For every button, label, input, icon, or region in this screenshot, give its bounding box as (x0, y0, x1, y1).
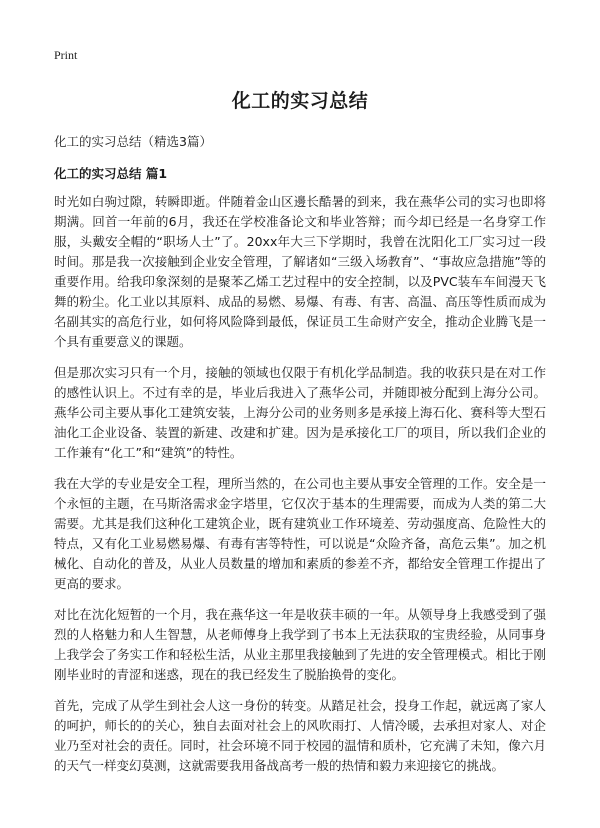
paragraph-2: 但是那次实习只有一个月，接触的领域也仅限于有机化学品制造。我的收获只是在对工作的感性认识上。不过有幸的是，毕业后我进入了燕华公司，并随即被分配到上海分公司。燕华公司主要从事化工建筑安装，上海分公司的业务则多是承接上海石化、赛科等大型石油化工企业设备、装置的新建、改建和扩建。因为是承接化工厂的项目，所以我们企业的工作兼有“化工”和“建筑”的特性。 (54, 365, 546, 460)
document-subtitle: 化工的实习总结（精选3篇） (54, 134, 212, 149)
section-heading: 化工的实习总结 篇1 (54, 166, 168, 181)
paragraph-4: 对比在沈化短暂的一个月，我在燕华这一年是收获丰硕的一年。从领导身上我感受到了强烈的人格魅力和人生智慧，从老师傅身上我学到了书本上无法获取的宝贵经验，从同事身上我学会了务实工作和轻松生活，从业主那里我接触到了先进的安全管理模式。相比于刚刚毕业时的青涩和迷惑，现在的我已经发生了脱胎换骨的变化。 (54, 607, 546, 682)
print-link[interactable]: Print (54, 48, 78, 62)
document-title: 化工的实习总结 (231, 90, 369, 112)
paragraph-1: 时光如白驹过隙，转瞬即逝。伴随着金山区邊长酷暑的到来，我在燕华公司的实习也即将期满。回首一年前的6月，我还在学校准备论文和毕业答辩；而今却已经是一名身穿工作服，头戴安全帽的“职场人士”了。20xx年大三下学期时，我曾在沈阳化工厂实习过一段时间。那是我一次接触到企业安全管理，了解诸如“三级入场教育”、“事故应急措施”等的重要作用。给我印象深刻的是聚苯乙烯工艺过程中的安全控制，以及PVC装车车间漫天飞舞的粉尘。化工业以其原料、成品的易燃、易爆、有毒、有害、高温、高压等性质而成为名副其实的高危行业，如何将风险降到最低，保证员工生命财产安全，推动企业腾飞是一个具有重要意义的课题。 (54, 194, 546, 349)
paragraph-5: 首先，完成了从学生到社会人这一身份的转变。从踏足社会，投身工作起，就远离了家人的呵护，师长的的关心，独自去面对社会上的风吹雨打、人情冷暖，去承担对家人、对企业乃至对社会的责任。同时，社会环境不同于校园的温情和质朴，它充满了未知，像六月的天气一样变幻莫测，这就需要我用备战高考一般的热情和毅力来迎接它的挑战。 (54, 698, 546, 773)
paragraph-3: 我在大学的专业是安全工程，理所当然的，在公司也主要从事安全管理的工作。安全是一个永恒的主题，在马斯洛需求金字塔里，它仅次于基本的生理需要，而成为人类的第二大需要。尤其是我们这种化工建筑企业，既有建筑业工作环境差、劳动强度高、危险性大的特点，又有化工业易燃易爆、有毒有害等特性，可以说是“众险齐备，高危云集”。加之机械化、自动化的普及，从业人员数量的增加和素质的参差不齐，都给安全管理工作提出了更高的要求。 (54, 476, 546, 591)
document-body (54, 192, 546, 776)
